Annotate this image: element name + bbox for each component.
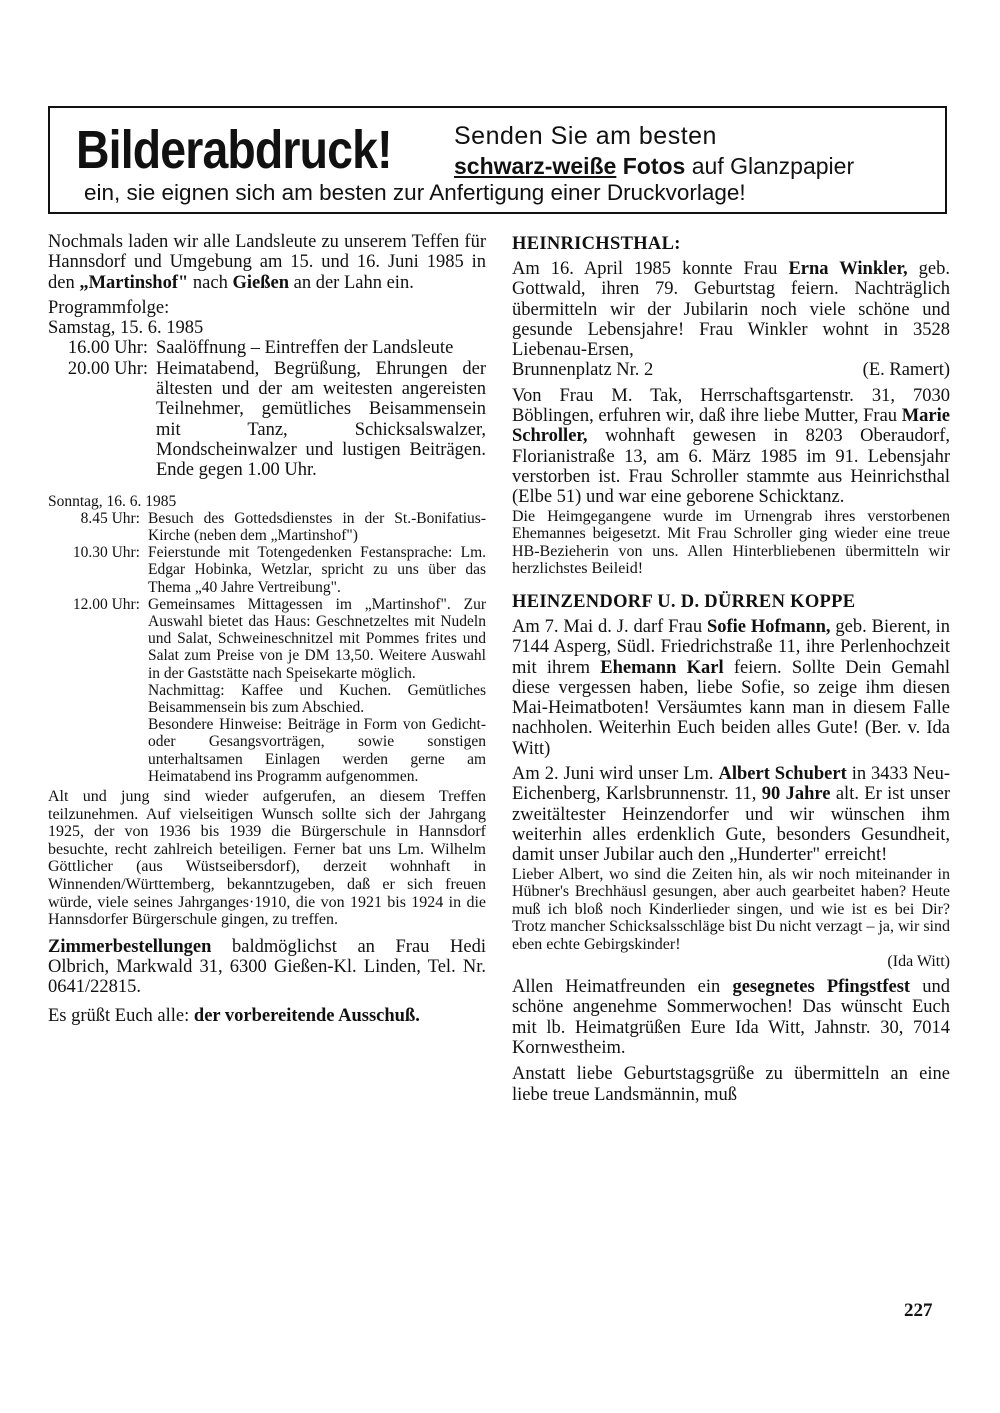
schedule-time: 20.00 Uhr: [67, 358, 148, 379]
banner-title: Bilderabdruck! [76, 120, 392, 180]
final-paragraph: Anstatt liebe Geburtstagsgrüße zu übermitteln an eine liebe treue Landsmännin, muß [512, 1064, 950, 1105]
highlight: gesegnetes Pfingstfest [732, 977, 911, 998]
text: und schöne angenehme Sommerwochen! Das wünscht Euch mit lb. Heimatgrüßen Eure Ida Witt, Jahnstr. 30, 7014 Kornwestheim. [512, 977, 950, 1058]
person-name: Ehemann Karl [600, 657, 724, 678]
banner-right-line-2 [454, 153, 854, 180]
schedule-text: Feierstunde mit Totengedenken Festansprache: Lm. Edgar Hobinka, Wetzlar, spricht zu uns über das Thema „40 Jahre Vertreibung". [148, 544, 486, 596]
rooms-paragraph [48, 937, 486, 998]
ninetieth-paragraph [512, 764, 950, 865]
text: Von Frau M. Tak, Herrschaftsgartenstr. 31, 7030 Böblingen, erfuhren wir, daß ihre liebe Mutter, Frau [512, 385, 950, 427]
letter-signature: (Ida Witt) [887, 953, 950, 971]
intro-text-1: Nochmals laden wir alle Landsleute zu unserem Teffen für Hannsdorf und Umgebung am 15. und 16. Juni 1985 in den [48, 232, 486, 293]
invitation-paragraph [48, 232, 486, 293]
obituary-small-text: Die Heimgegangene wurde im Urnengrab ihres verstorbenen Ehemannes beigesetzt. Mit Frau Schroller ging wieder eine treue HB-Bezieherin von uns. Allen Hinterbliebenen übermitteln wir herzlichstes Beileid! [512, 507, 950, 578]
text: in 3433 Neu-Eichenberg, Karlsbrunnenstr. 11, [512, 764, 950, 805]
text: Am 7. Mai d. J. darf Frau [512, 616, 707, 637]
address-signature-line [512, 360, 950, 380]
text: wohnhaft gewesen in 8203 Oberaudorf, Florianistraße 13, am 6. März 1985 im 91. Lebensjahr verstorben ist. Frau Schroller stammte aus Heinrichsthal (Elbe 51) und war eine geborene Schicktanz. [512, 426, 950, 508]
intro-city: Gießen [232, 272, 289, 293]
banner-line-2: ein, sie eignen sich am besten zur Anfertigung einer Druckvorlage! [84, 180, 746, 205]
intro-venue: „Martinshof" [79, 272, 189, 293]
schedule-text: Heimatabend, Begrüßung, Ehrungen der ältesten und der am weitesten angereisten Teilnehmer, gemütliches Beisammensein mit Tanz, Schicksalswalzer, Mondscheinwalzer und lustigen Beiträgen. Ende gegen 1.00 Uhr. [156, 358, 486, 481]
call-paragraph: Alt und jung sind wieder aufgerufen, an diesem Treffen teilzunehmen. Auf vielseitigen Wunsch sollte sich der Jahrgang 1925, der von 1936 bis 1939 die Bürgerschule in Hannsdorf besuchte, recht zahlreich beteiligen. Ferner bat uns Lm. Wilhelm Göttlicher (aus Wüstseibersdorf), derzeit wohnhaft in Winnenden/Württemberg, bekanntzugeben, daß er sich freuen würde, viele seines Jahrganges·1910, die von 1921 bis 1924 in die Hannsdorfer Bürgerschule gingen, zu treffen. [48, 788, 486, 929]
program-label: Programmfolge: [48, 297, 170, 318]
banner-right-line-1: Senden Sie am besten [454, 122, 717, 150]
text: alt. Er ist unser zweitältester Heinzendorfer und wir wünschen ihm weiterhin alles erdenklich Gute, besonders Gesundheit, damit unser Jubilar auch den „Hunderter" erreicht! [512, 784, 950, 866]
text: Am 16. April 1985 konnte Frau [512, 259, 789, 279]
saturday-date: Samstag, 15. 6. 1985 [48, 318, 204, 339]
schedule-time: 8.45 Uhr: [80, 509, 140, 527]
left-column [48, 232, 486, 1031]
schedule-time: 10.30 Uhr: [72, 544, 140, 562]
saturday-schedule [48, 338, 486, 480]
photo-notice-banner [48, 106, 947, 214]
banner-rest: auf Glanzpapier [691, 153, 855, 179]
text: geb. Gottwald, ihren 79. Geburtstag feiern. Nachträglich übermitteln wir der Jubilarin noch viele schöne und gesunde Lebensjahre! Frau Winkler wohnt in 3528 Liebenau-Ersen, [512, 259, 950, 361]
page-number: 227 [904, 1300, 933, 1321]
letter-small-text: Lieber Albert, wo sind die Zeiten hin, als wir noch miteinander in Hübner's Brechhäusl gesungen, aber auch gearbeitet haben? Heute muß ich bloß noch Kinderlieder singen, und wie ist es bei Dir? Trotz mancher Schicksalsschläge bist Du nicht verzagt – ja, wir sind eben echte Gebirgskinder! [512, 865, 950, 953]
text: Am 2. Juni wird unser Lm. [512, 764, 719, 785]
pentecost-paragraph [512, 977, 950, 1058]
greeting-committee: der vorbereitende Ausschuß. [193, 1005, 420, 1026]
person-name: Erna Winkler, [788, 259, 908, 279]
afternoon-note: Nachmittag: Kaffee und Kuchen. Gemütliches Beisammensein bis zum Abschied. [148, 681, 486, 716]
address: Brunnenplatz Nr. 2 [512, 360, 654, 381]
obituary-paragraph [512, 386, 950, 508]
person-name: Sofie Hofmann, [706, 616, 831, 637]
person-name: Albert Schubert [718, 764, 847, 785]
schedule-time: 12.00 Uhr: [72, 595, 140, 613]
greeting-text: Es grüßt Euch alle: [48, 1005, 194, 1026]
age: 90 Jahre [761, 784, 831, 805]
heading-heinrichsthal: HEINRICHSTHAL: [512, 234, 681, 254]
schedule-text: Gemeinsames Mittagessen im „Martinshof". Zur Auswahl bietet das Haus: Geschnetzeltes mit Nudeln und Salat, Schweineschnitzel mit Pommes frites und Salat zum Preise von je DM 13,50. Weitere Auswahl in der Gaststätte nach Speisekarte möglich. [148, 595, 486, 682]
sunday-schedule [48, 510, 486, 785]
closing-greeting [48, 1006, 486, 1026]
rooms-text: baldmöglichst an Frau Hedi Olbrich, Markwald 31, 6300 Gießen-Kl. Linden, Tel. Nr. 0641/22815. [48, 936, 486, 998]
special-notes: Besondere Hinweise: Beiträge in Form von Gedicht- oder Gesangsvorträgen, sowie sonstigen unterhaltsamen Einlagen werden gerne am Heimatabend ins Programm aufgenommen. [148, 716, 486, 785]
sunday-date: Sonntag, 16. 6. 1985 [48, 492, 177, 510]
person-name: Marie Schroller, [512, 406, 950, 447]
anniversary-paragraph [512, 617, 950, 759]
birthday-paragraph [512, 259, 950, 360]
schedule-text: Besuch des Gottedsdienstes in der St.-Bonifatius-Kirche (neben dem „Martinshof") [148, 509, 486, 544]
schedule-text: Saalöffnung – Eintreffen der Landsleute [156, 338, 454, 359]
rooms-heading: Zimmerbestellungen [48, 936, 212, 957]
intro-text-2: nach [188, 272, 233, 293]
heading-heinzendorf: HEINZENDORF U. D. DÜRREN KOPPE [512, 591, 856, 612]
right-column [512, 234, 950, 1110]
intro-text-3: an der Lahn ein. [289, 272, 414, 293]
signature: (E. Ramert) [862, 360, 950, 381]
banner-underlined-word: schwarz-weiße [454, 153, 617, 179]
text: geb. Bierent, in 7144 Asperg, Südl. Friedrichstraße 11, ihre Perlenhochzeit mit ihrem [512, 616, 950, 678]
banner-bold-word: Fotos [622, 153, 686, 179]
schedule-time: 16.00 Uhr: [67, 338, 148, 359]
text: Allen Heimatfreunden ein [512, 977, 733, 998]
text: feiern. Sollte Dein Gemahl diese vergessen haben, liebe Sofie, so zeige ihm diesen Mai-Heimatboten! Versäumtes kann man in diesem Falle nachholen. Weiterhin Euch beiden alles Gute! (Ber. v. Ida Witt) [512, 657, 950, 759]
